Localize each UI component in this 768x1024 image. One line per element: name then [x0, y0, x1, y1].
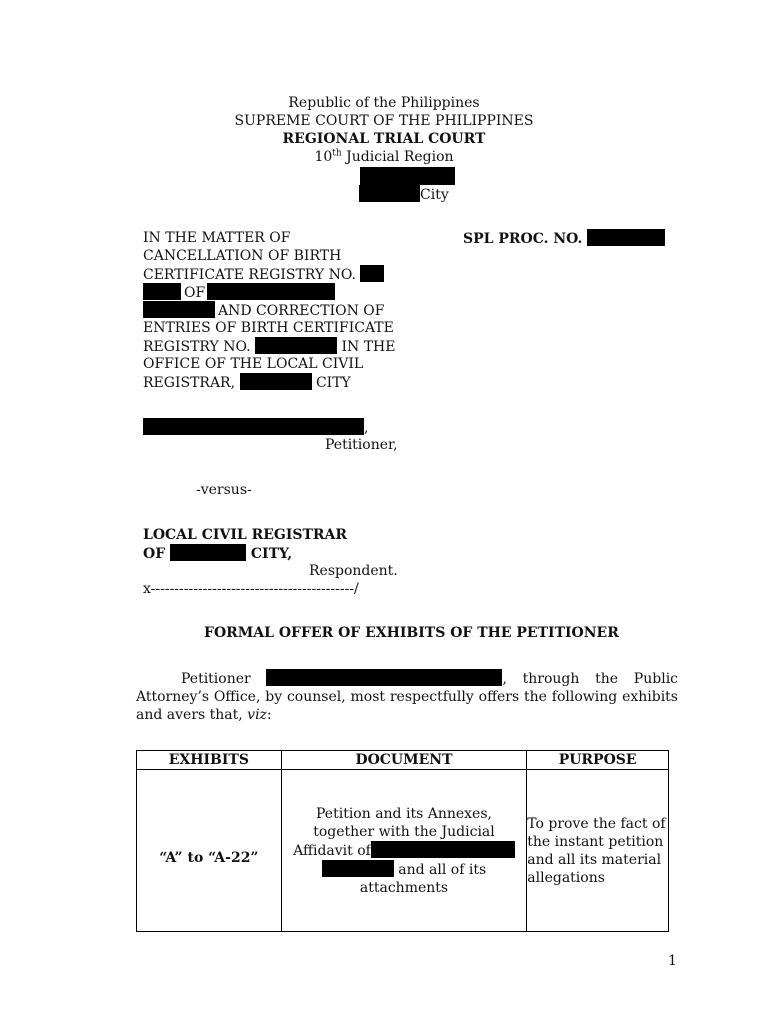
caption-line: IN THE MATTER OF	[143, 230, 291, 246]
respondent-line: LOCAL CIVIL REGISTRAR	[143, 527, 348, 543]
table-row	[137, 770, 669, 932]
redaction-block	[322, 860, 394, 877]
header-regional-trial-court: REGIONAL TRIAL COURT	[282, 131, 486, 147]
respondent-line: OF CITY,	[143, 546, 293, 562]
respondent-label: Respondent.	[309, 563, 398, 579]
petitioner-label: Petitioner,	[325, 437, 398, 453]
caption-separator: x-------------------------------------------/	[143, 581, 359, 597]
purpose-cell: To prove the fact of the instant petition and all its material allegations	[527, 770, 669, 932]
header-exhibits: EXHIBITS	[137, 751, 282, 770]
header-republic: Republic of the Philippines	[288, 95, 480, 111]
redaction-block	[360, 167, 455, 185]
caption-line: REGISTRY NO. IN THE	[143, 339, 396, 355]
redaction-block	[255, 337, 337, 354]
caption-line: CERTIFICATE REGISTRY NO.	[143, 265, 384, 284]
header-supreme-court: SUPREME COURT OF THE PHILIPPINES	[234, 113, 534, 129]
caption-line: REGISTRAR, CITY	[143, 375, 351, 391]
redaction-block	[207, 283, 335, 300]
region-label: Judicial Region	[341, 149, 454, 165]
header-judicial-region	[0, 148, 768, 166]
document-title: FORMAL OFFER OF EXHIBITS OF THE PETITIONER	[204, 625, 619, 641]
caption-line: OF	[143, 283, 335, 302]
caption-line: AND CORRECTION OF	[143, 301, 384, 320]
caption-line: ENTRIES OF BIRTH CERTIFICATE	[143, 320, 394, 336]
header-city	[359, 185, 449, 204]
redaction-block	[143, 283, 181, 300]
redaction-block	[359, 185, 420, 202]
city-label: City	[420, 187, 449, 203]
caption-line: CANCELLATION OF BIRTH	[143, 248, 342, 264]
intro-paragraph: Petitioner , through the Public Attorney’s Office, by counsel, most respectfully offers the following exhibits and avers that, viz:	[136, 671, 679, 723]
versus: -versus-	[196, 482, 252, 498]
redaction-block	[143, 301, 215, 318]
exhibits-table	[136, 750, 669, 932]
redaction-block	[587, 229, 665, 246]
exhibit-cell: “A” to “A-22”	[137, 770, 282, 932]
header-purpose: PURPOSE	[527, 751, 669, 770]
table-header-row	[137, 751, 669, 770]
caption-line: OFFICE OF THE LOCAL CIVIL	[143, 356, 364, 372]
redaction-block	[170, 544, 246, 561]
redaction-block	[360, 265, 384, 282]
redaction-block	[240, 373, 312, 390]
redaction-block	[266, 669, 502, 686]
redaction-block	[143, 418, 364, 435]
header-document: DOCUMENT	[281, 751, 527, 770]
region-ordinal: th	[332, 148, 342, 159]
petitioner-name: ,	[143, 418, 368, 437]
redaction-block	[371, 841, 515, 858]
region-number: 10	[314, 149, 333, 165]
document-cell: Petition and its Annexes, together with the Judicial Affidavit of and all of its attachments	[281, 770, 527, 932]
spl-proc-no: SPL PROC. NO.	[463, 229, 665, 248]
page-number: 1	[668, 953, 677, 969]
